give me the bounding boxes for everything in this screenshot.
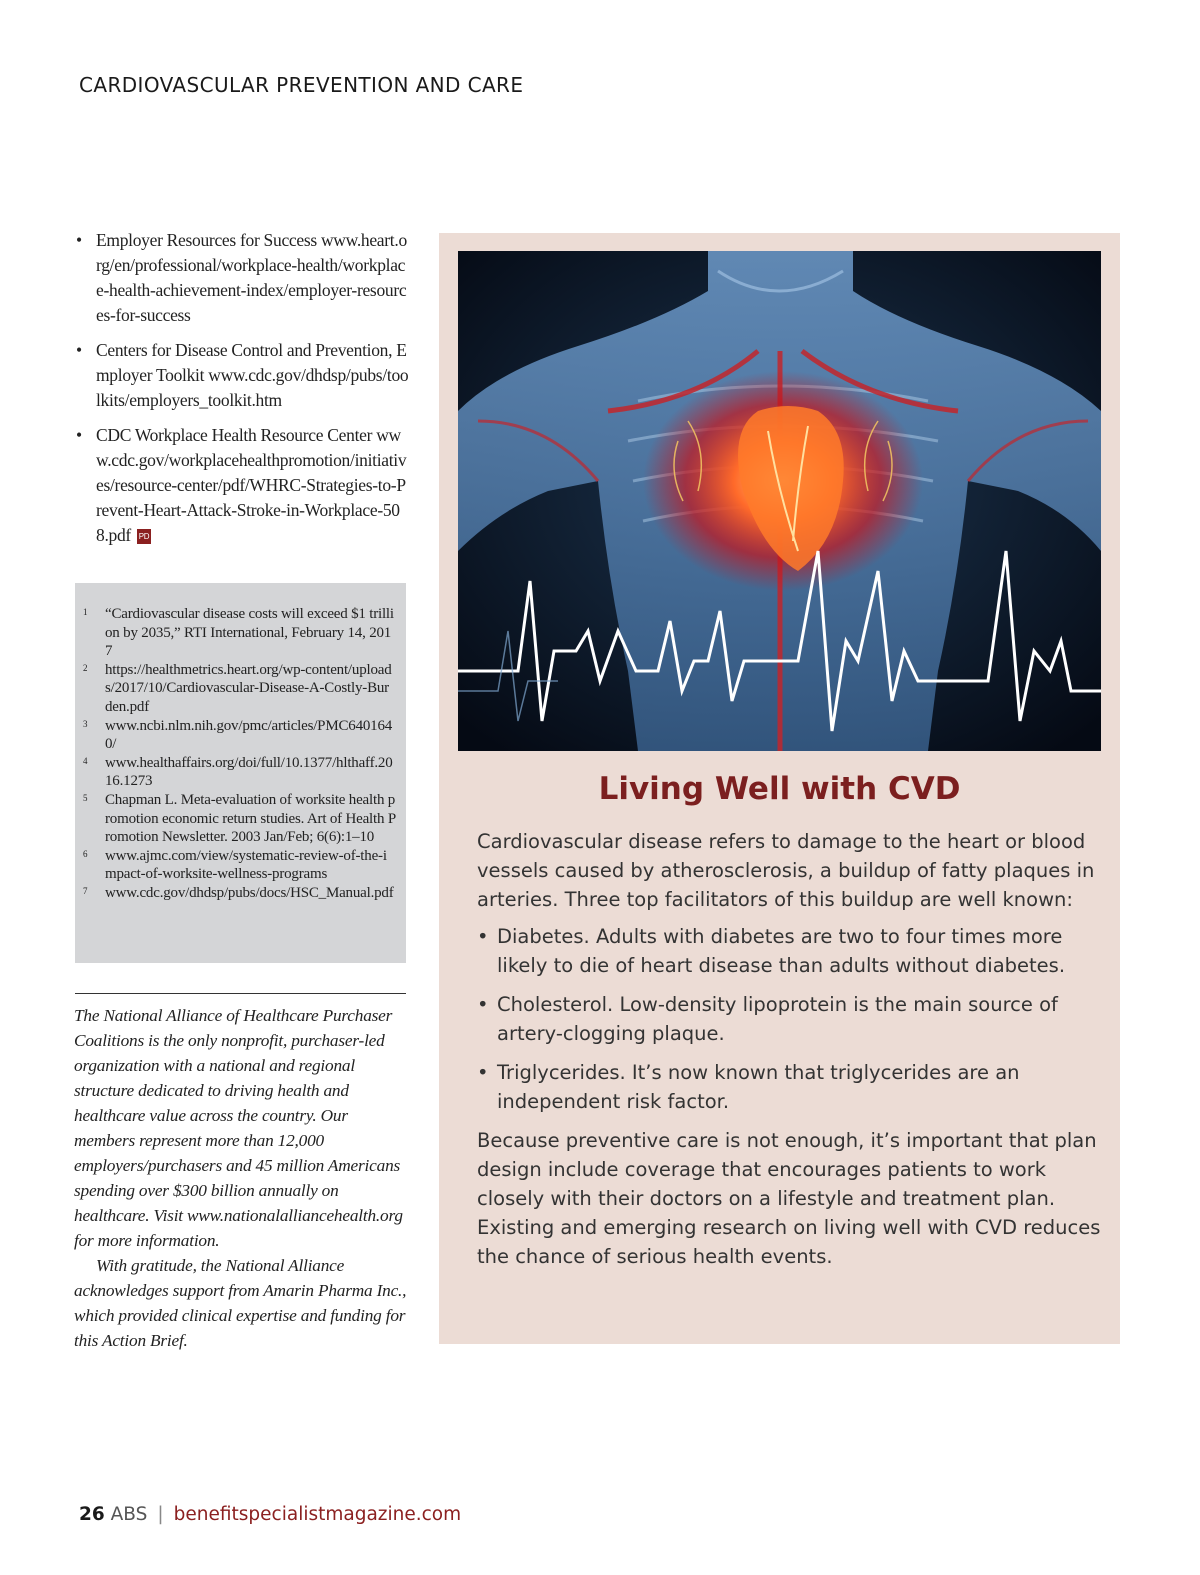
footnote-item — [83, 884, 396, 903]
footnote-number: 7 — [83, 885, 88, 896]
page-number: 26 — [79, 1504, 105, 1525]
divider — [75, 993, 406, 994]
footnote-text: www.ncbi.nlm.nih.gov/pmc/articles/PMC6401640/ — [105, 717, 393, 753]
risk-factor-item: • Cholesterol. Low-density lipoprotein is the main source of artery-clogging plaque. — [477, 990, 1102, 1048]
heart-anatomy-illustration — [458, 251, 1101, 751]
footnote-number: 3 — [83, 718, 88, 729]
footnote-number: 6 — [83, 848, 88, 859]
footnote-item — [83, 847, 396, 884]
footnote-text: www.cdc.gov/dhdsp/pubs/docs/HSC_Manual.pdf — [105, 884, 394, 901]
sidebar-title: Living Well with CVD — [598, 771, 961, 807]
resource-item[interactable] — [76, 423, 410, 557]
footnote-number: 4 — [83, 755, 88, 766]
risk-factor-item: • Diabetes. Adults with diabetes are two to four times more likely to die of heart disease than adults without diabetes. — [477, 922, 1102, 980]
footnote-text: “Cardiovascular disease costs will exceed $1 trillion by 2035,” RTI International, February 14, 2017 — [105, 606, 394, 660]
resource-item[interactable] — [76, 228, 410, 328]
website-link[interactable]: benefitspecialistmagazine.com — [173, 1504, 462, 1525]
page-footer — [79, 1504, 461, 1525]
footnote-item — [83, 791, 396, 847]
risk-factor-item: • Triglycerides. It’s now known that triglycerides are an independent risk factor. — [477, 1058, 1102, 1116]
footnote-item — [83, 605, 396, 661]
resource-text: CDC Workplace Health Resource Center www.cdc.gov/workplacehealthpromotion/initiatives/resource-center/pdf/WHRC-Strategies-to-Prevent-Heart-Attack-Stroke-in-Workplace-508.pdf — [96, 425, 407, 545]
resource-list — [76, 228, 410, 558]
intro-paragraph: Cardiovascular disease refers to damage to the heart or blood vessels caused by atherosclerosis, a buildup of fatty plaques in arteries. Three top facilitators of this buildup are well known: — [477, 830, 1095, 911]
footnote-text: www.ajmc.com/view/systematic-review-of-the-impact-of-worksite-wellness-programs — [105, 847, 387, 883]
sidebar-body — [477, 827, 1102, 1271]
footnote-item — [83, 717, 396, 754]
acknowledgement-paragraph: With gratitude, the National Alliance acknowledges support from Amarin Pharma Inc., which provided clinical expertise and funding for this Action Brief. — [74, 1256, 407, 1350]
sidebar-panel — [439, 233, 1120, 1344]
footnote-number: 1 — [83, 607, 88, 617]
footnote-item — [83, 754, 396, 791]
about-paragraph: The National Alliance of Healthcare Purchaser Coalitions is the only nonprofit, purchaser-led organization with a national and regional structure dedicated to driving health and healthcare value across the country. Our members represent more than 12,000 employers/purchasers and 45 million Americans spending over $300 billion annually on healthcare. Visit www.nationalalliancehealth.org for more information. — [74, 1006, 403, 1250]
resource-item[interactable] — [76, 338, 410, 413]
footer-separator: | — [157, 1504, 164, 1525]
footnote-text: https://healthmetrics.heart.org/wp-content/uploads/2017/10/Cardiovascular-Disease-A-Costly-Burden.pdf — [105, 661, 392, 715]
pdf-file-icon: PDF — [137, 529, 151, 544]
about-blurb — [74, 1003, 408, 1353]
footnote-text: www.healthaffairs.org/doi/full/10.1377/hlthaff.2016.1273 — [105, 754, 393, 790]
closing-paragraph: Because preventive care is not enough, it’s important that plan design include coverage that encourages patients to work closely with their doctors on a lifestyle and treatment plan. Existing and emerging research on living well with CVD reduces the chance of serious health events. — [477, 1129, 1101, 1268]
footnote-item — [83, 661, 396, 717]
footnote-number: 2 — [83, 662, 88, 673]
footnote-number: 5 — [83, 792, 88, 803]
resource-text: Employer Resources for Success www.heart.org/en/professional/workplace-health/workplace-health-achievement-index/employer-resources-for-success — [96, 230, 407, 325]
section-header: CARDIOVASCULAR PREVENTION AND CARE — [79, 73, 524, 97]
footnotes-box — [75, 583, 406, 963]
risk-factor-list — [477, 922, 1102, 1116]
resource-text: Centers for Disease Control and Prevention, Employer Toolkit www.cdc.gov/dhdsp/pubs/toolkits/employers_toolkit.htm — [96, 340, 409, 410]
publication-name: ABS — [110, 1504, 148, 1525]
footnote-text: Chapman L. Meta-evaluation of worksite health promotion economic return studies. Art of Health Promotion Newsletter. 2003 Jan/Feb; 6(6):1–10 — [105, 791, 396, 846]
